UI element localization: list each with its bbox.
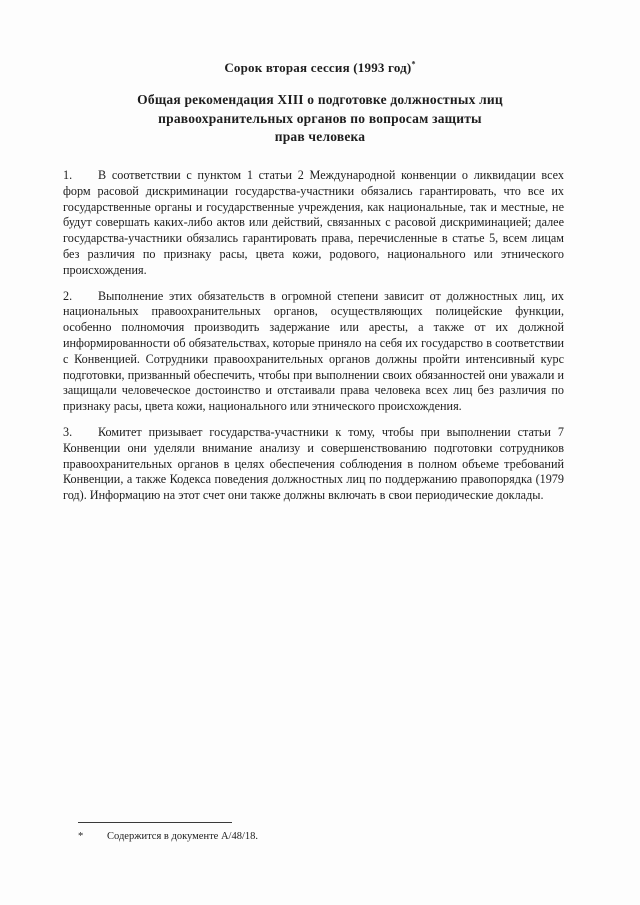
document-header bbox=[0, 61, 640, 147]
footnote bbox=[78, 830, 518, 844]
session-title-text: Сорок вторая сессия (1993 год) bbox=[224, 60, 412, 75]
session-title bbox=[0, 61, 640, 75]
paragraph-1-text: В соответствии с пунктом 1 статьи 2 Международной конвенции о ликвидации всех форм расовой дискриминации государства-участники обязались гарантировать, что все их государственные органы и государственные учреждения, как национальные, так и местные, не будут совершать каких-либо актов или действий, связанных с расовой дискриминацией; далее государства-участники обязались гарантировать права, перечисленные в статье 5, всем лицам без различия по признаку расы, цвета кожи, родового, национального или этнического происхождения. bbox=[63, 168, 564, 277]
footnote-reference-marker: * bbox=[411, 59, 416, 69]
recommendation-title-line-1: Общая рекомендация XIII о подготовке должностных лиц bbox=[137, 92, 503, 107]
recommendation-title bbox=[0, 91, 640, 147]
paragraph-1 bbox=[63, 168, 564, 279]
footnote-text: Содержится в документе A/48/18. bbox=[107, 831, 258, 842]
recommendation-title-line-3: прав человека bbox=[274, 129, 366, 144]
paragraph-3-text: Комитет призывает государства-участники к тому, чтобы при выполнении статьи 7 Конвенции они уделяли внимание анализу и совершенствованию подготовки сотрудников правоохранительных органов в целях обеспечения соблюдения в полном объеме требований Конвенции, а также Кодекса поведения должностных лиц по поддержанию правопорядка (1979 год). Информацию на этот счет они также должны включать в свои периодические доклады. bbox=[63, 424, 564, 503]
paragraph-2-number: 2. bbox=[63, 288, 73, 303]
recommendation-title-line-2: правоохранительных органов по вопросам защиты bbox=[158, 110, 482, 126]
paragraph-2 bbox=[63, 289, 564, 415]
document-body bbox=[63, 168, 564, 514]
footnote-marker: * bbox=[78, 831, 84, 842]
paragraph-3 bbox=[63, 425, 564, 504]
footnote-divider bbox=[78, 822, 232, 823]
paragraph-3-number: 3. bbox=[63, 424, 73, 439]
paragraph-1-number: 1. bbox=[63, 168, 73, 182]
paragraph-2-text: Выполнение этих обязательств в огромной степени зависит от должностных лиц, их национальных правоохранительных органов, осуществляющих полицейские функции, особенно полномочия производить задержание или аресты, а также от их должной информированности об обязательствах, которые приняло на себя их государство в соответствии с Конвенцией. Сотрудники правоохранительных органов должны пройти интенсивный курс подготовки, призванный обеспечить, чтобы при выполнении своих обязанностей они уважали и защищали человеческое достоинство и отстаивали права человека всех лиц без различия по признаку расы, цвета кожи, национального или этнического происхождения. bbox=[63, 288, 564, 414]
